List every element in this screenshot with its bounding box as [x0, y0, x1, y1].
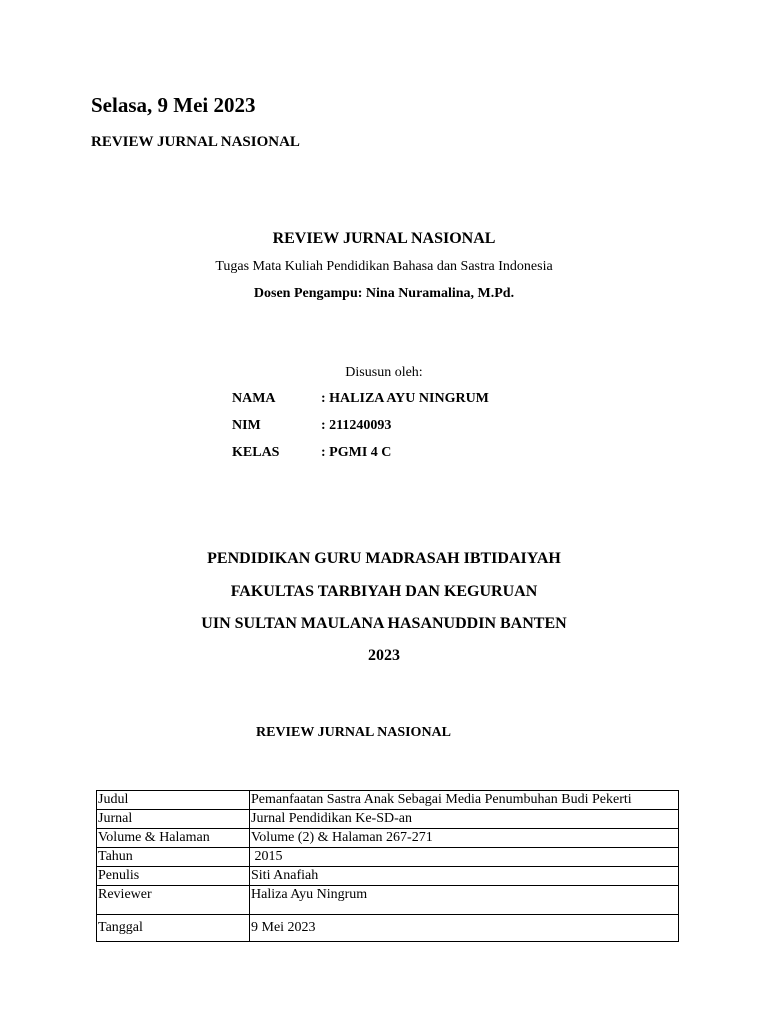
date-heading: Selasa, 9 Mei 2023 — [91, 93, 256, 117]
table-row — [97, 867, 679, 886]
student-class-label: KELAS — [232, 445, 280, 460]
row-value-date: 9 Mei 2023 — [250, 915, 679, 942]
compiled-by-label: Disusun oleh: — [345, 365, 423, 380]
university-name: UIN SULTAN MAULANA HASANUDDIN BANTEN — [201, 615, 567, 632]
table-row — [97, 829, 679, 848]
table-row — [97, 915, 679, 942]
student-name-label: NAMA — [232, 391, 276, 406]
table-row — [97, 886, 679, 915]
row-value-reviewer: Haliza Ayu Ningrum — [250, 886, 679, 915]
cover-year: 2023 — [368, 647, 400, 664]
row-key-volume: Volume & Halaman — [97, 829, 250, 848]
row-key-author: Penulis — [97, 867, 250, 886]
row-key-reviewer: Reviewer — [97, 886, 250, 915]
table-row — [97, 848, 679, 867]
faculty-name: FAKULTAS TARBIYAH DAN KEGURUAN — [230, 583, 538, 600]
student-name-value: : HALIZA AYU NINGRUM — [321, 391, 489, 406]
row-key-journal: Jurnal — [97, 810, 250, 829]
row-key-year: Tahun — [97, 848, 250, 867]
student-nim-label: NIM — [232, 418, 261, 433]
table-row — [97, 791, 679, 810]
document-label: REVIEW JURNAL NASIONAL — [91, 134, 300, 150]
program-name: PENDIDIKAN GURU MADRASAH IBTIDAIYAH — [207, 550, 561, 567]
table-row — [97, 810, 679, 829]
cover-title: REVIEW JURNAL NASIONAL — [272, 230, 496, 247]
row-value-journal: Jurnal Pendidikan Ke-SD-an — [250, 810, 679, 829]
row-key-date: Tanggal — [97, 915, 250, 942]
lecturer-line: Dosen Pengampu: Nina Nuramalina, M.Pd. — [253, 286, 515, 301]
student-nim-value: : 211240093 — [321, 418, 392, 433]
row-value-author: Siti Anafiah — [250, 867, 679, 886]
row-value-title: Pemanfaatan Sastra Anak Sebagai Media Penumbuhan Budi Pekerti — [250, 791, 679, 810]
course-subtitle: Tugas Mata Kuliah Pendidikan Bahasa dan Sastra Indonesia — [215, 259, 553, 274]
review-table — [96, 790, 679, 942]
review-heading: REVIEW JURNAL NASIONAL — [256, 725, 452, 740]
row-value-volume: Volume (2) & Halaman 267-271 — [250, 829, 679, 848]
student-class-value: : PGMI 4 C — [321, 445, 392, 460]
row-value-year: 2015 — [250, 848, 679, 867]
row-key-title: Judul — [97, 791, 250, 810]
